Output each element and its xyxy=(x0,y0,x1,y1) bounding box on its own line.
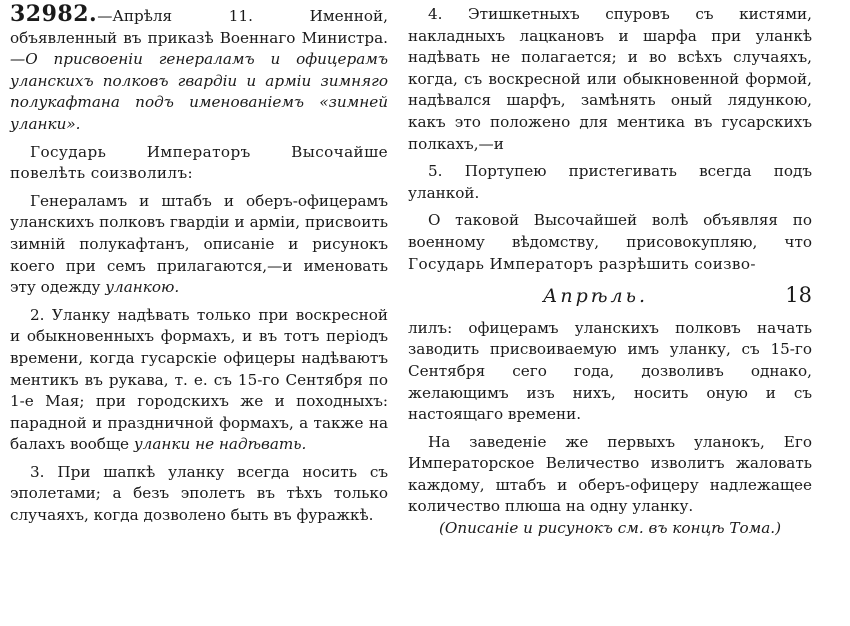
paragraph-3: 3. При шапкѣ уланку всегда носить съ эполетами; а безъ эполетъ въ тѣхъ только случаяхъ, когда дозволено быть въ фуражкѣ. xyxy=(10,462,388,525)
decree-heading xyxy=(10,1,388,136)
appendix-note: (Описаніе и рисунокъ см. въ концѣ Тома.) xyxy=(438,519,782,538)
page-header xyxy=(408,285,812,308)
intro-paragraph: Государь Императоръ Высочайше повелѣть соизволилъ: xyxy=(10,142,388,183)
paragraph-4: 4. Этишкетныхъ спуровъ съ кистями, накладныхъ лацкановъ и шарфа при уланкѣ надѣвать не полагается; и во всѣхъ случаяхъ, когда, съ воскресной или обыкновенной формой, надѣвался шарфъ, замѣнять оный лядункою, какъ это положено для ментика въ гусарскихъ полкахъ,—и xyxy=(408,5,812,153)
paragraph-2-italic: уланки не надѣвать. xyxy=(133,435,307,454)
paragraph-5: 5. Портупею пристегивать всегда подъ уланкой. xyxy=(408,162,812,202)
paragraph-2-text: 2. Уланку надѣвать только при воскресной и обыкновенныхъ формахъ, и въ тотъ періодъ времени, когда гусарскіе офицеры надѣваютъ ментикъ въ рукава, т. е. съ 15-го Сентября по 1-е Мая; при городскихъ же и походныхъ: парадной и праздничной формахъ, а также на балахъ вообще xyxy=(10,305,388,454)
paragraph-1-text: Генераламъ и штабъ и оберъ-офицерамъ уланскихъ полковъ гвардіи и арміи, присвоить зимній полукафтанъ, описаніе и рисунокъ коего при семъ прилагаются,—и именовать эту одежду xyxy=(10,191,388,297)
right-column xyxy=(408,4,812,540)
paragraph-6-text: О таковой Высочайшей волѣ объявляя по военному вѣдомству, присовокупляю, что xyxy=(408,211,812,251)
paragraph-6 xyxy=(408,210,812,275)
left-column xyxy=(10,1,388,527)
paragraph-1 xyxy=(10,191,388,299)
page-header-title: Апрѣль. xyxy=(543,285,649,308)
page-number: 18 xyxy=(785,283,812,308)
decree-date: —Апрѣля 11. Именной, объявленный въ приказѣ Военнаго Министра. xyxy=(10,7,388,47)
decree-subject: —О присвоеніи генераламъ и офицерамъ уланскихъ полковъ гвардіи и арміи зимняго полукафтана подъ именованіемъ «зимней уланки». xyxy=(10,50,388,133)
paragraph-7: лилъ: офицерамъ уланскихъ полковъ начать заводить присвоиваемую имъ уланку, съ 15-го Сентября сего года, дозволивъ однако, желающимъ изъ нихъ, носить оную и съ настоящаго времени. xyxy=(408,318,812,424)
decree-number: 32982. xyxy=(10,1,98,27)
paragraph-2 xyxy=(10,305,388,456)
paragraph-8: На заведеніе же первыхъ уланокъ, Его Императорское Величество изволитъ жаловать каждому, штабъ и оберъ-офицеру надлежащее количество плюша на одну уланку. xyxy=(408,432,812,516)
paragraph-1-italic: уланкою. xyxy=(105,278,180,297)
paragraph-6-emperor: Государь Императоръ разрѣшить соизво- xyxy=(408,254,756,273)
